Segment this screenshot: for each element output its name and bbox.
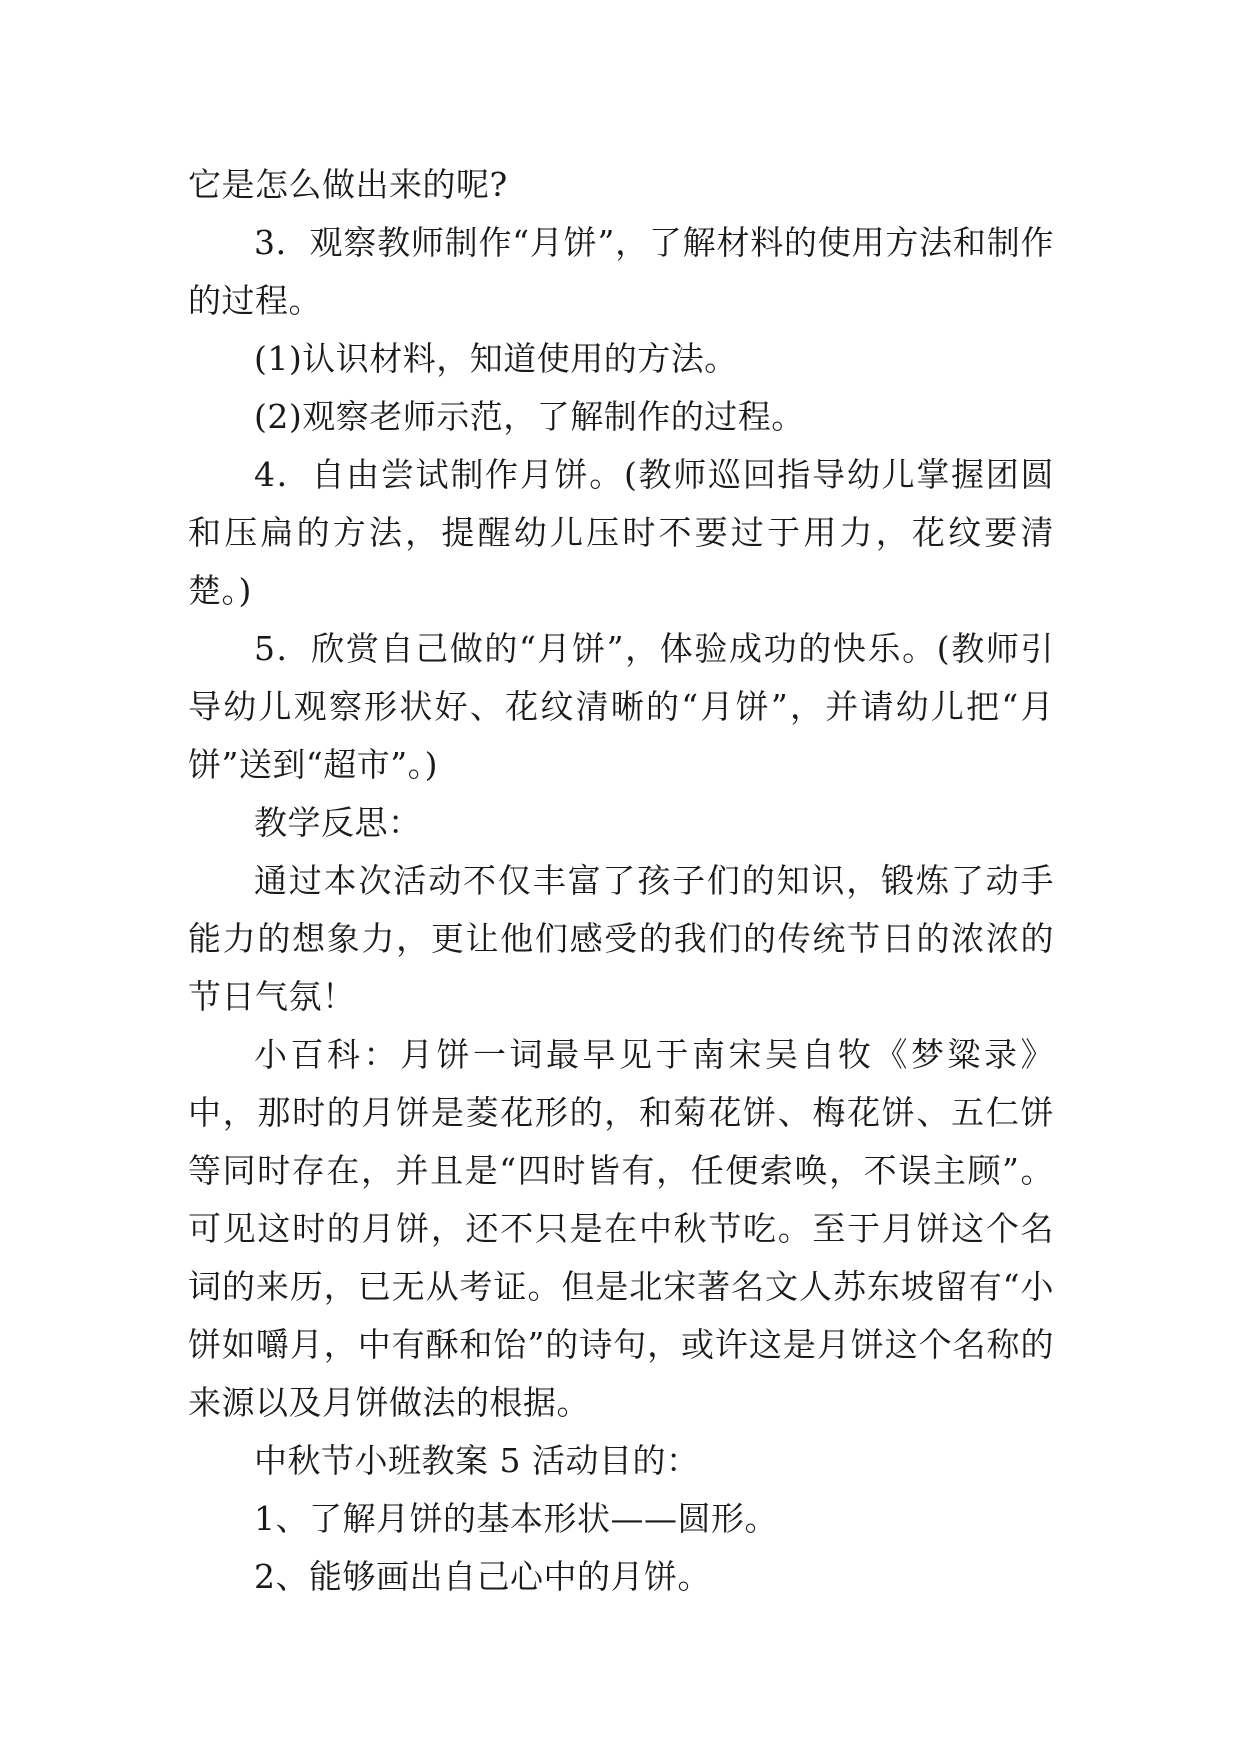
paragraph-step-3-2: (2)观察老师示范，了解制作的过程。	[254, 397, 805, 436]
paragraph-intro-question: 它是怎么做出来的呢?	[188, 165, 508, 204]
paragraph-step-3-1: (1)认识材料，知道使用的方法。	[254, 339, 738, 378]
paragraph-step-4: 4．自由尝试制作月饼。(教师巡回指导幼儿掌握团圆和压扁的方法，提醒幼儿压时不要过于用力，花纹要清楚。)	[188, 455, 1054, 610]
heading-lesson-plan-5: 中秋节小班教案 5 活动目的：	[254, 1441, 700, 1480]
paragraph-step-5: 5．欣赏自己做的“月饼”，体验成功的快乐。(教师引导幼儿观察形状好、花纹清晰的“月饼”，并请幼儿把“月饼”送到“超市”。)	[188, 629, 1054, 784]
document-page	[188, 156, 1054, 1606]
paragraph-encyclopedia: 小百科：月饼一词最早见于南宋吴自牧《梦粱录》中，那时的月饼是菱花形的，和菊花饼、梅花饼、五仁饼等同时存在，并且是“四时皆有，任便索唤，不误主顾”。可见这时的月饼，还不只是在中秋节吃。至于月饼这个名词的来历，已无从考证。但是北宋著名文人苏东坡留有“小饼如嚼月，中有酥和饴”的诗句，或许这是月饼这个名称的来源以及月饼做法的根据。	[188, 1035, 1054, 1422]
list-item-goal-2: 2、能够画出自己心中的月饼。	[254, 1557, 711, 1596]
heading-teaching-reflection: 教学反思：	[254, 803, 422, 842]
paragraph-reflection: 通过本次活动不仅丰富了孩子们的知识，锻炼了动手能力的想象力，更让他们感受的我们的传统节日的浓浓的节日气氛！	[188, 861, 1054, 1016]
paragraph-step-3: 3．观察教师制作“月饼”，了解材料的使用方法和制作的过程。	[188, 223, 1054, 320]
list-item-goal-1: 1、了解月饼的基本形状——圆形。	[254, 1499, 778, 1538]
